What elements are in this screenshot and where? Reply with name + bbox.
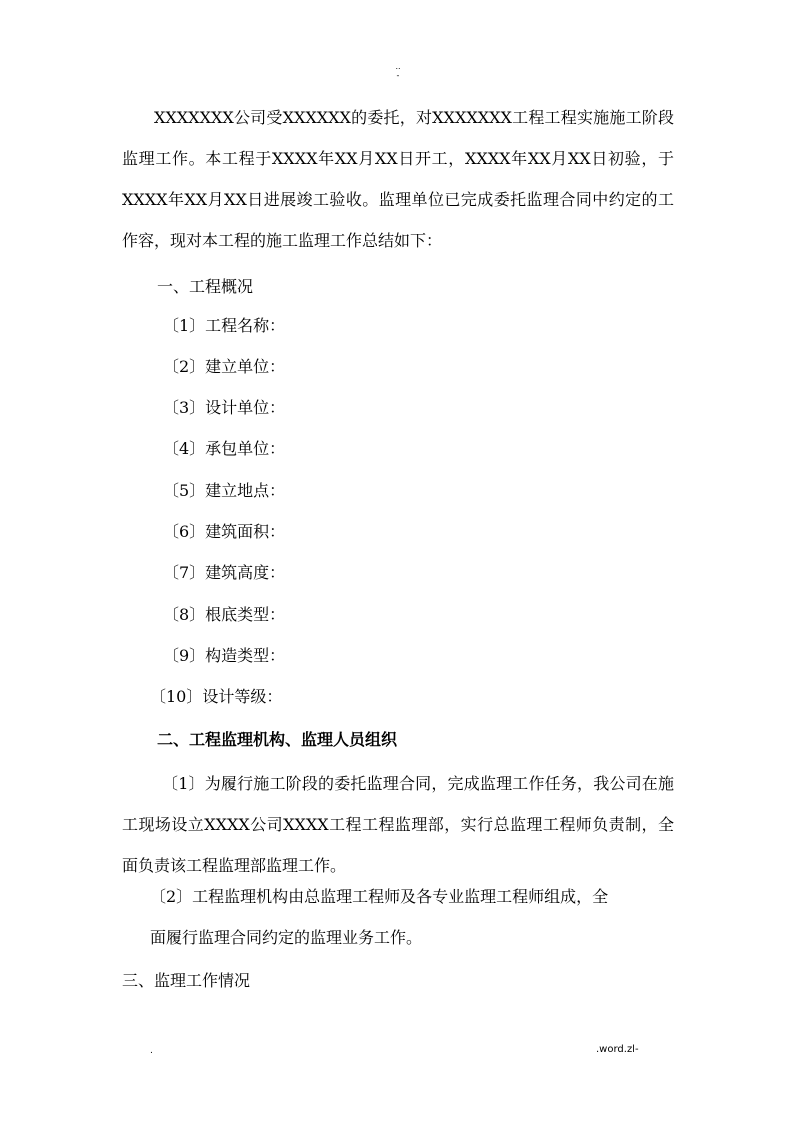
intro-paragraph: XXXXXXX公司受XXXXXX的委托，对XXXXXXX工程工程实施施工阶段监理工作。本工程于XXXX年XX月XX日开工，XXXX年XX月XX日初验，于XXXX年XX月XX日进展竣工验收。监理单位已完成委托监理合同中约定的工作容，现对本工程的施工监理工作总结如下：: [122, 108, 674, 250]
list-item-design-unit: 〔3〕设计单位：: [163, 398, 286, 417]
section2-paragraph-1: 〔1〕为履行施工阶段的委托监理合同，完成监理工作任务，我公司在施工现场设立XXXX公司XXXX工程工程监理部，实行总监理工程师负责制，全面负责该工程监理部监理工作。: [122, 774, 674, 875]
list-item-structure-type: 〔9〕构造类型：: [163, 646, 286, 665]
section3-heading: 三、监理工作情况: [122, 971, 251, 990]
list-item-project-name: 〔1〕工程名称：: [163, 316, 286, 335]
list-item-contractor: 〔4〕承包单位：: [163, 439, 286, 458]
list-item-construction-unit: 〔2〕建立单位：: [163, 357, 286, 376]
footer-left-mark: .: [150, 1046, 153, 1056]
section2-paragraph-2-line-2: 面履行监理合同约定的监理业务工作。: [150, 928, 423, 947]
list-item-foundation-type: 〔8〕根底类型：: [163, 605, 286, 624]
footer-watermark: .word.zl-: [596, 1044, 639, 1055]
list-item-design-grade: 〔10〕设计等级：: [150, 687, 283, 706]
list-item-building-height: 〔7〕建筑高度：: [163, 563, 286, 582]
header-mark-bottom: -: [396, 71, 400, 80]
section2-heading: 二、工程监理机构、监理人员组织: [157, 730, 398, 749]
page-header-mark: [380, 62, 416, 80]
section1-heading: 一、工程概况: [157, 277, 254, 296]
list-item-location: 〔5〕建立地点：: [163, 481, 286, 500]
header-mark-top: ..: [395, 62, 401, 71]
list-item-building-area: 〔6〕建筑面积：: [163, 522, 286, 541]
section2-paragraph-2-line-1: 〔2〕工程监理机构由总监理工程师及各专业监理工程师组成，全: [150, 887, 609, 906]
